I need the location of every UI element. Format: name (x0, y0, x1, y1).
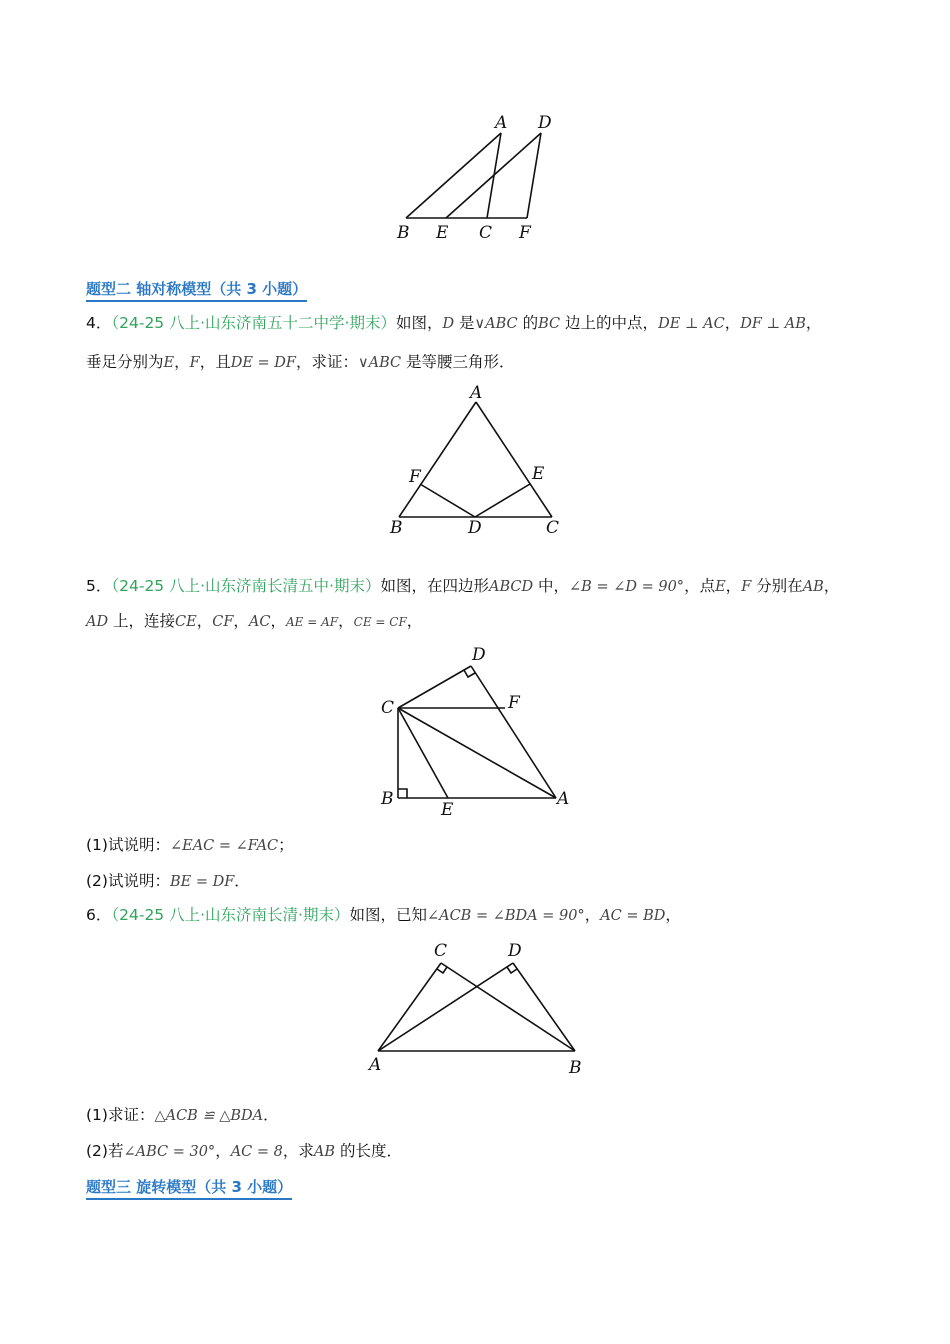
figure-q6 (365, 935, 590, 1080)
q4-source: （24-25 八上·山东济南五十二中学·期末） (111, 314, 396, 332)
label-A: A (470, 383, 483, 403)
label-D: D (472, 645, 486, 665)
label-A: A (557, 789, 570, 809)
q4-line-1: 4．（24-25 八上·山东济南五十二中学·期末）如图，D 是∨ABC 的BC 边上的中点，DE ⊥ AC，DF ⊥ AB， (86, 314, 822, 332)
label-C: C (479, 223, 493, 243)
segment-DA (471, 666, 556, 798)
label-B: B (397, 223, 410, 243)
segment-AB (399, 402, 476, 517)
figure-q5 (375, 640, 585, 820)
label-A: A (495, 113, 508, 133)
segment-CA (398, 708, 556, 798)
segment-DF (527, 133, 541, 218)
q5-number: 5． (86, 577, 112, 595)
label-B: B (390, 518, 403, 538)
label-E: E (532, 464, 545, 484)
label-C: C (434, 941, 448, 961)
q4-number: 4． (86, 314, 112, 332)
label-C: C (546, 518, 560, 538)
q5-part-2: (2)试说明：BE = DF． (86, 872, 250, 890)
label-E: E (436, 223, 449, 243)
segment-AB (406, 133, 501, 218)
label-F: F (508, 693, 520, 713)
q4-line-2: 垂足分别为E，F，且DE = DF，求证：∨ABC 是等腰三角形． (86, 353, 515, 371)
q5-line-1: 5．（24-25 八上·山东济南长清五中·期末）如图，在四边形ABCD 中，∠B = ∠D = 90°，点E，F 分别在AB， (86, 577, 840, 595)
q6-number: 6． (86, 906, 112, 924)
segment-DE (475, 484, 530, 517)
q6-part-1: (1)求证：△ACB ≌ △BDA． (86, 1106, 279, 1124)
section-heading-3: 题型三 旋转模型（共 3 小题） (86, 1177, 292, 1200)
right-angle-B (398, 789, 407, 798)
segment-AD (378, 963, 513, 1051)
label-B: B (381, 789, 394, 809)
q5-source: （24-25 八上·山东济南长清五中·期末） (111, 577, 381, 595)
label-D: D (538, 113, 552, 133)
label-C: C (381, 698, 395, 718)
segment-AC (378, 963, 441, 1051)
right-angle-C (437, 967, 447, 973)
label-D: D (508, 941, 522, 961)
label-F: F (519, 223, 531, 243)
segment-CB (441, 963, 575, 1051)
segment-CD (398, 666, 471, 708)
label-A: A (369, 1055, 382, 1075)
label-B: B (569, 1058, 582, 1078)
q5-part-1: (1)试说明：∠EAC = ∠FAC； (86, 836, 294, 854)
q6-line-1: 6．（24-25 八上·山东济南长清·期末）如图，已知∠ACB = ∠BDA = 90°，AC = BD， (86, 906, 681, 924)
q6-source: （24-25 八上·山东济南长清·期末） (111, 906, 350, 924)
q5-line-2: AD 上，连接CE，CF，AC，AE = AF，CE = CF， (86, 612, 423, 630)
segment-AC (476, 402, 552, 517)
label-D: D (468, 518, 482, 538)
label-F: F (409, 467, 421, 487)
section-heading-2: 题型二 轴对称模型（共 3 小题） (86, 279, 307, 302)
q6-part-2: (2)若∠ABC = 30°，AC = 8，求AB 的长度． (86, 1142, 402, 1160)
segment-DE (446, 133, 541, 218)
segment-DF (420, 484, 475, 517)
figure-q3 (380, 105, 580, 245)
segment-DB (513, 963, 575, 1051)
figure-q4 (380, 378, 580, 543)
label-E: E (441, 800, 454, 820)
